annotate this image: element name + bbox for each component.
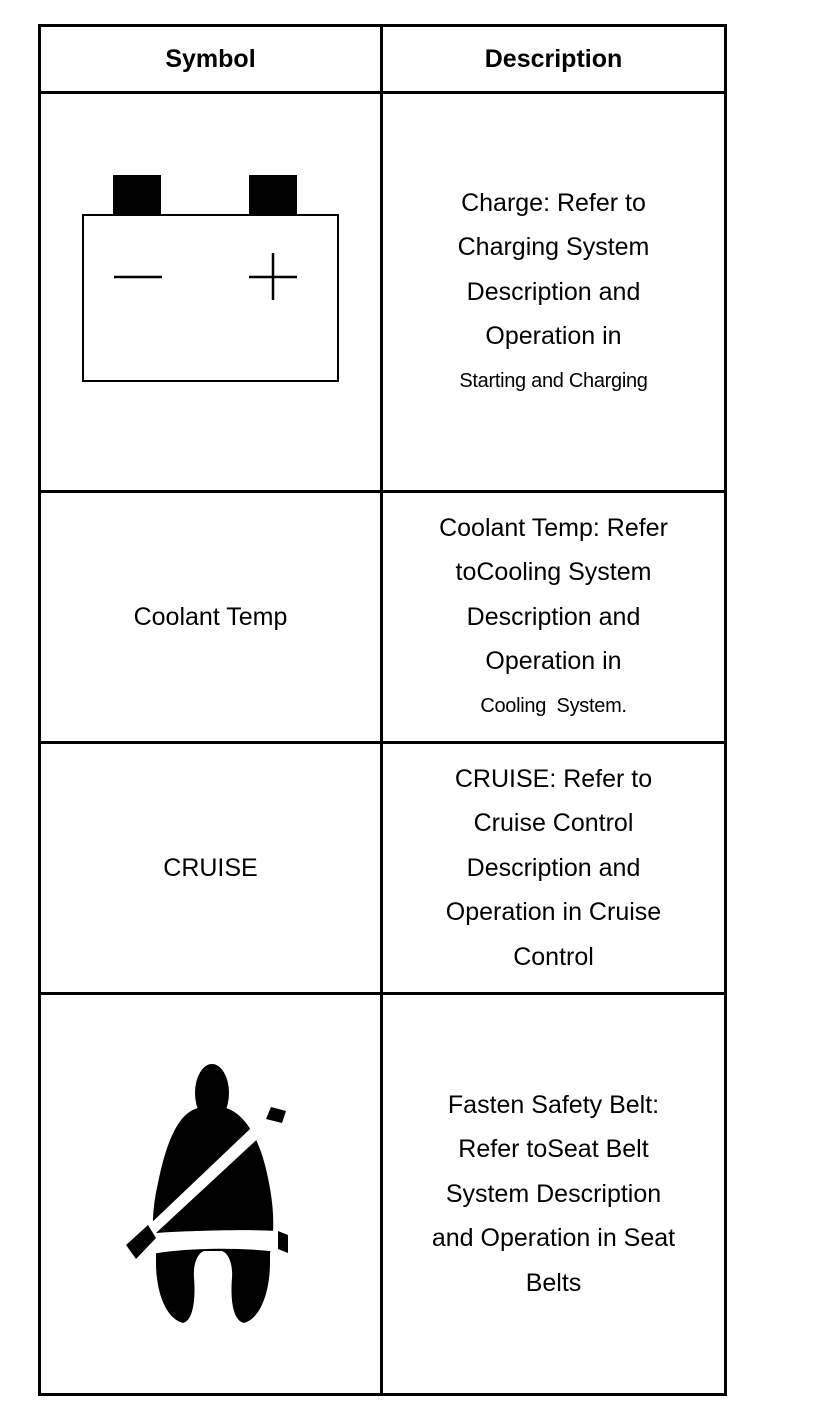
battery-icon [82,172,340,382]
description-line: Charging System [457,233,650,262]
table-row-charge [40,93,726,492]
battery-terminal-positive [249,175,297,216]
description-line: CRUISE: Refer to [454,764,653,793]
description-line: Operation in [485,647,622,676]
description-cell [382,492,726,743]
description-cell [382,93,726,492]
header-row [40,26,726,93]
symbol-column-header: Symbol [40,26,382,93]
reference-link-text[interactable]: Starting and Charging [459,369,648,392]
description-line: Refer toSeat Belt [458,1135,649,1164]
description-column-header: Description [382,26,726,93]
symbol-label: Coolant Temp [133,602,288,631]
description-line: System Description [445,1179,662,1208]
description-line: Coolant Temp: Refer [439,513,668,542]
description-line: Charge: Refer to [461,188,646,217]
seat-belt-icon [126,1063,296,1325]
description-line: Description and [466,277,641,306]
symbol-cell [40,994,382,1395]
battery-terminal-negative [113,175,161,216]
indicator-symbol-table [38,24,727,1396]
symbol-cell [40,492,382,743]
symbol-label: CRUISE [163,853,258,882]
description-line: Control [513,942,594,971]
description-line: Description and [466,602,641,631]
description-line: and Operation in Seat [431,1224,676,1253]
reference-link-text[interactable]: Cooling System. [480,694,627,717]
description-cell [382,994,726,1395]
description-line: Belts [525,1268,582,1297]
description-cell [382,743,726,994]
battery-body [83,215,338,381]
table-row-coolant [40,492,726,743]
symbol-cell [40,93,382,492]
description-line: Operation in Cruise [445,898,662,927]
description-line: Fasten Safety Belt: [447,1090,660,1119]
description-line: Cruise Control [473,809,634,838]
table-row-cruise [40,743,726,994]
symbol-cell [40,743,382,994]
description-line: Description and [466,853,641,882]
description-line: Operation in [485,322,622,351]
description-line: toCooling System [455,558,652,587]
table-row-seat-belt [40,994,726,1395]
